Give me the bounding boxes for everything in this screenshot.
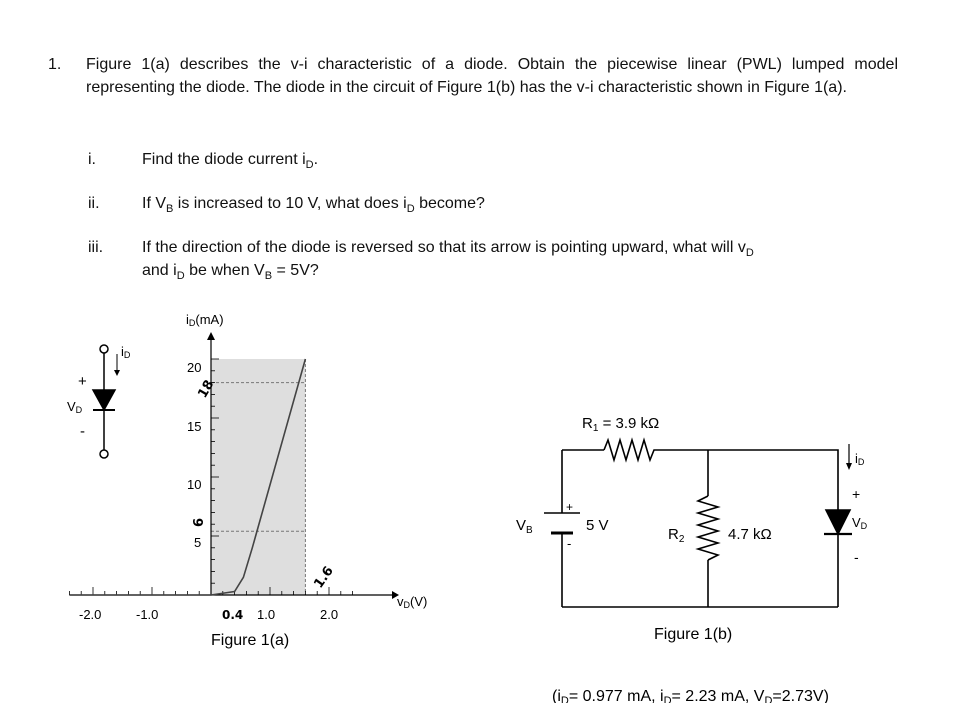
part-i-number: i. <box>88 151 96 168</box>
left-plus: + <box>78 373 87 390</box>
x-tick-2: 2.0 <box>320 607 339 622</box>
r2-value: 4.7 kΩ <box>728 526 772 543</box>
x-tick-neg1: -1.0 <box>136 607 159 622</box>
part-iii-line1: If the direction of the diode is reversed so that its arrow is pointing upward, what will $v_D$ <box>142 239 754 260</box>
y-tick-10: 10 <box>187 477 202 492</box>
x-tick-neg2: -2.0 <box>79 607 102 622</box>
left-id-label: iD <box>121 344 131 360</box>
answers-line: (iD= 0.977 mA, iD= 2.23 mA, VD=2.73V) <box>552 688 829 703</box>
x-tick-1: 1.0 <box>257 607 276 622</box>
y-axis-arrow <box>207 332 215 340</box>
problem-intro: Figure 1(a) describes the v-i characteristic of a diode. Obtain the piecewise linear (PWL) lumped model representing the diode. The diode in the circuit of Figure 1(b) has the v-i characteristic shown in Figure 1(a). <box>86 56 898 96</box>
problem-number: 1. <box>48 56 62 73</box>
left-minus: - <box>80 423 85 440</box>
circuit-plus: + <box>852 486 861 502</box>
vb-minus: - <box>567 536 572 551</box>
y-tick-15: 15 <box>187 419 202 434</box>
part-ii-number: ii. <box>88 195 100 212</box>
vb-value: 5 V <box>586 517 609 534</box>
vb-plus: + <box>566 500 574 514</box>
handwritten-1-6: 1.6 <box>311 563 337 592</box>
part-iii-number: iii. <box>88 239 104 256</box>
handwritten-0-4: 0.4 <box>222 608 244 622</box>
circuit-vd-label: VD <box>852 515 868 531</box>
r2-resistor <box>698 496 718 560</box>
circuit-minus: - <box>854 549 859 565</box>
y-tick-20: 20 <box>187 360 202 375</box>
handwritten-6: 6 <box>192 517 207 527</box>
y-axis-label: iD(mA) <box>186 312 224 328</box>
part-ii-text: If $V_B$ is increased to 10 V, what does $i_D$ become? <box>142 195 485 216</box>
part-iii-line2: and $i_D$ be when $V_B = 5V$? <box>142 262 319 283</box>
r1-resistor <box>604 440 658 460</box>
x-axis-label: vD(V) <box>397 594 428 610</box>
part-i-text: Find the diode current $i_D$. <box>142 151 319 172</box>
r2-label: $R_2$ <box>668 526 685 545</box>
battery-source <box>544 513 580 533</box>
circuit-id-label: iD <box>855 451 865 467</box>
figure-b-caption: Figure 1(b) <box>654 626 733 643</box>
vb-label: $V_B$ <box>516 517 533 536</box>
diode-symbol-left <box>93 345 120 458</box>
handwritten-18: 18 <box>195 377 218 401</box>
left-vd-label: VD <box>67 399 83 415</box>
figure-a-caption: Figure 1(a) <box>211 632 290 649</box>
shaded-region <box>211 359 305 595</box>
r1-label: $R_1 = 3.9$ kΩ <box>582 415 660 434</box>
y-tick-5: 5 <box>194 535 202 550</box>
